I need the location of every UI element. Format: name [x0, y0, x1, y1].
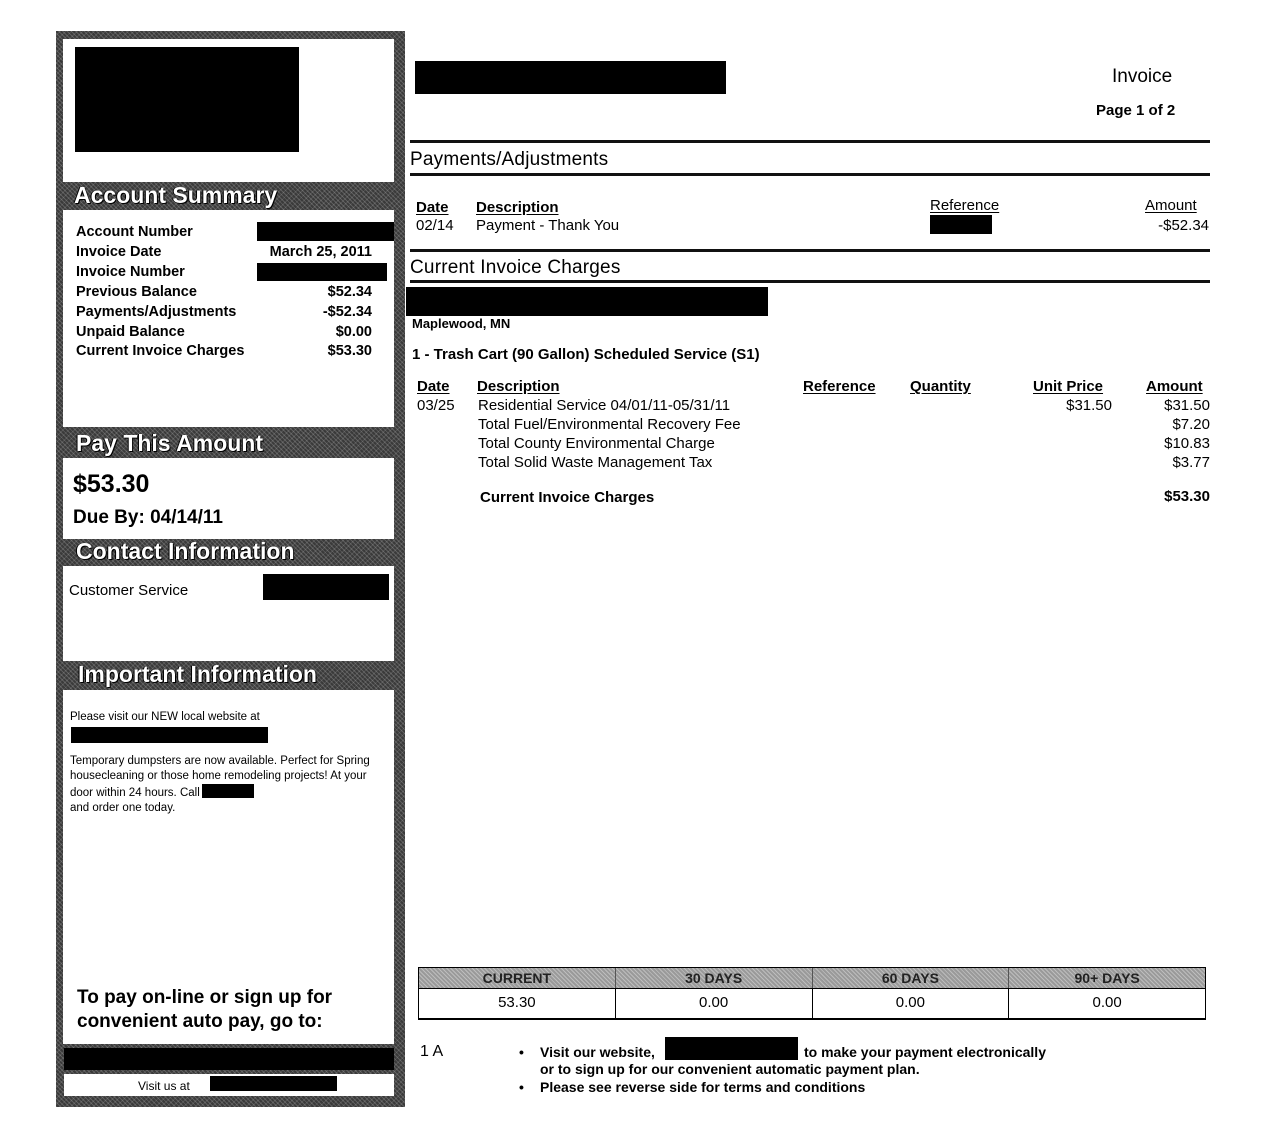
page-indicator: Page 1 of 2 — [1096, 102, 1176, 119]
divider — [410, 280, 1210, 283]
aging-table — [418, 967, 1206, 1020]
aging-value-30-days: 0.00 — [616, 989, 813, 1018]
col-header-date: Date — [417, 378, 450, 395]
website-note-pre: Visit our website, — [540, 1044, 655, 1060]
aging-header-row — [419, 968, 1205, 988]
charge-amount: $3.77 — [1172, 454, 1210, 471]
charge-amount: $31.50 — [1164, 397, 1210, 414]
payments-section-title: Payments/Adjustments — [410, 149, 609, 170]
aging-header-90-days: 90+ DAYS — [1074, 970, 1140, 986]
visit-us-label: Visit us at — [138, 1079, 190, 1093]
account-summary-box — [63, 210, 394, 427]
charge-date: 03/25 — [417, 397, 455, 414]
col-header-unit-price: Unit Price — [1033, 378, 1104, 395]
charge-description: Total County Environmental Charge — [478, 435, 715, 452]
aging-value-60-days: 0.00 — [813, 989, 1010, 1018]
summary-row-current-charges: Current Invoice Charges $53.30 — [76, 343, 372, 359]
summary-row-payments-adjustments: Payments/Adjustments -$52.34 — [76, 304, 372, 320]
service-city: Maplewood, MN — [412, 316, 511, 331]
redacted-website-url — [665, 1037, 798, 1060]
redacted-call-number — [202, 784, 254, 798]
redacted-company-name — [415, 61, 726, 94]
charges-total-label: Current Invoice Charges — [480, 489, 655, 506]
col-header-date: Date — [416, 199, 449, 216]
bullet-icon: • — [519, 1079, 524, 1095]
bullet-icon: • — [519, 1044, 524, 1060]
divider — [410, 140, 1210, 143]
charge-description: Total Solid Waste Management Tax — [478, 454, 713, 471]
contact-information-title: Contact Information — [76, 538, 295, 564]
redacted-payment-url — [64, 1048, 394, 1070]
aging-header-30-days: 30 DAYS — [616, 968, 813, 988]
summary-row-unpaid-balance: Unpaid Balance $0.00 — [76, 324, 372, 340]
summary-row-invoice-date: Invoice Date March 25, 2011 — [76, 244, 372, 260]
charge-unit-price: $31.50 — [1066, 397, 1112, 414]
service-line: 1 - Trash Cart (90 Gallon) Scheduled Service (S1) — [412, 346, 760, 363]
contact-information-box — [63, 566, 394, 661]
col-header-description: Description — [476, 199, 559, 216]
account-summary-title: Account Summary — [74, 182, 278, 208]
charge-description: Total Fuel/Environmental Recovery Fee — [478, 416, 741, 433]
payment-amount: -$52.34 — [1158, 217, 1209, 234]
redacted-website — [71, 727, 268, 743]
website-note-line2: or to sign up for our convenient automatic payment plan. — [540, 1061, 920, 1077]
divider — [410, 249, 1210, 252]
website-note-post: to make your payment electronically — [804, 1044, 1046, 1060]
col-header-reference: Reference — [803, 378, 876, 395]
document-type: Invoice — [1112, 66, 1173, 87]
website-notice: Please visit our NEW local website at — [70, 711, 260, 723]
charge-amount: $10.83 — [1164, 435, 1210, 452]
divider — [410, 173, 1210, 176]
charges-section-title: Current Invoice Charges — [410, 257, 621, 278]
aging-value-90-days: 0.00 — [1092, 994, 1122, 1011]
redacted-invoice-number — [257, 263, 387, 281]
online-pay-prompt: To pay on-line or sign up for convenient auto pay, go to: — [77, 987, 333, 1032]
col-header-reference: Reference — [930, 197, 1000, 214]
charge-amount: $7.20 — [1172, 416, 1210, 433]
payment-date: 02/14 — [416, 217, 454, 234]
redacted-visit-url — [210, 1076, 337, 1091]
aging-header-60-days: 60 DAYS — [813, 968, 1010, 988]
customer-service-label: Customer Service — [69, 582, 189, 599]
company-address-box — [63, 39, 394, 182]
redacted-account-number — [257, 222, 394, 241]
summary-row-invoice-number: Invoice Number — [76, 264, 185, 280]
summary-row-account-number: Account Number — [76, 224, 193, 240]
redacted-payment-reference — [930, 215, 992, 234]
charges-total-amount: $53.30 — [1164, 488, 1210, 505]
redacted-company-logo — [75, 47, 299, 152]
route-code: 1 A — [420, 1043, 444, 1060]
col-header-description: Description — [477, 378, 560, 395]
aging-header-current: CURRENT — [419, 968, 616, 988]
payment-description: Payment - Thank You — [476, 217, 620, 234]
amount-due: $53.30 — [73, 470, 150, 498]
dumpster-notice: Temporary dumpsters are now available. Perfect for Spring housecleaning or those home remodeling projects! At your door within 24 hours. Call and order one today. — [70, 755, 370, 814]
redacted-phone-number — [263, 574, 389, 600]
col-header-amount: Amount — [1146, 378, 1203, 395]
summary-row-previous-balance: Previous Balance $52.34 — [76, 284, 372, 300]
aging-value-current: 53.30 — [419, 989, 616, 1018]
charge-description: Residential Service 04/01/11-05/31/11 — [478, 397, 731, 414]
visit-us-box — [64, 1074, 394, 1096]
due-date: Due By: 04/14/11 — [73, 507, 223, 528]
col-header-quantity: Quantity — [910, 378, 971, 395]
important-information-box — [63, 690, 394, 1044]
col-header-amount: Amount — [1145, 197, 1197, 214]
terms-note: Please see reverse side for terms and conditions — [540, 1079, 866, 1095]
sidebar-panel — [56, 31, 405, 1107]
pay-this-amount-title: Pay This Amount — [76, 430, 263, 456]
pay-this-amount-box — [63, 458, 394, 539]
redacted-service-address — [406, 287, 768, 316]
aging-value-row — [419, 988, 1205, 1018]
important-information-title: Important Information — [78, 661, 317, 687]
